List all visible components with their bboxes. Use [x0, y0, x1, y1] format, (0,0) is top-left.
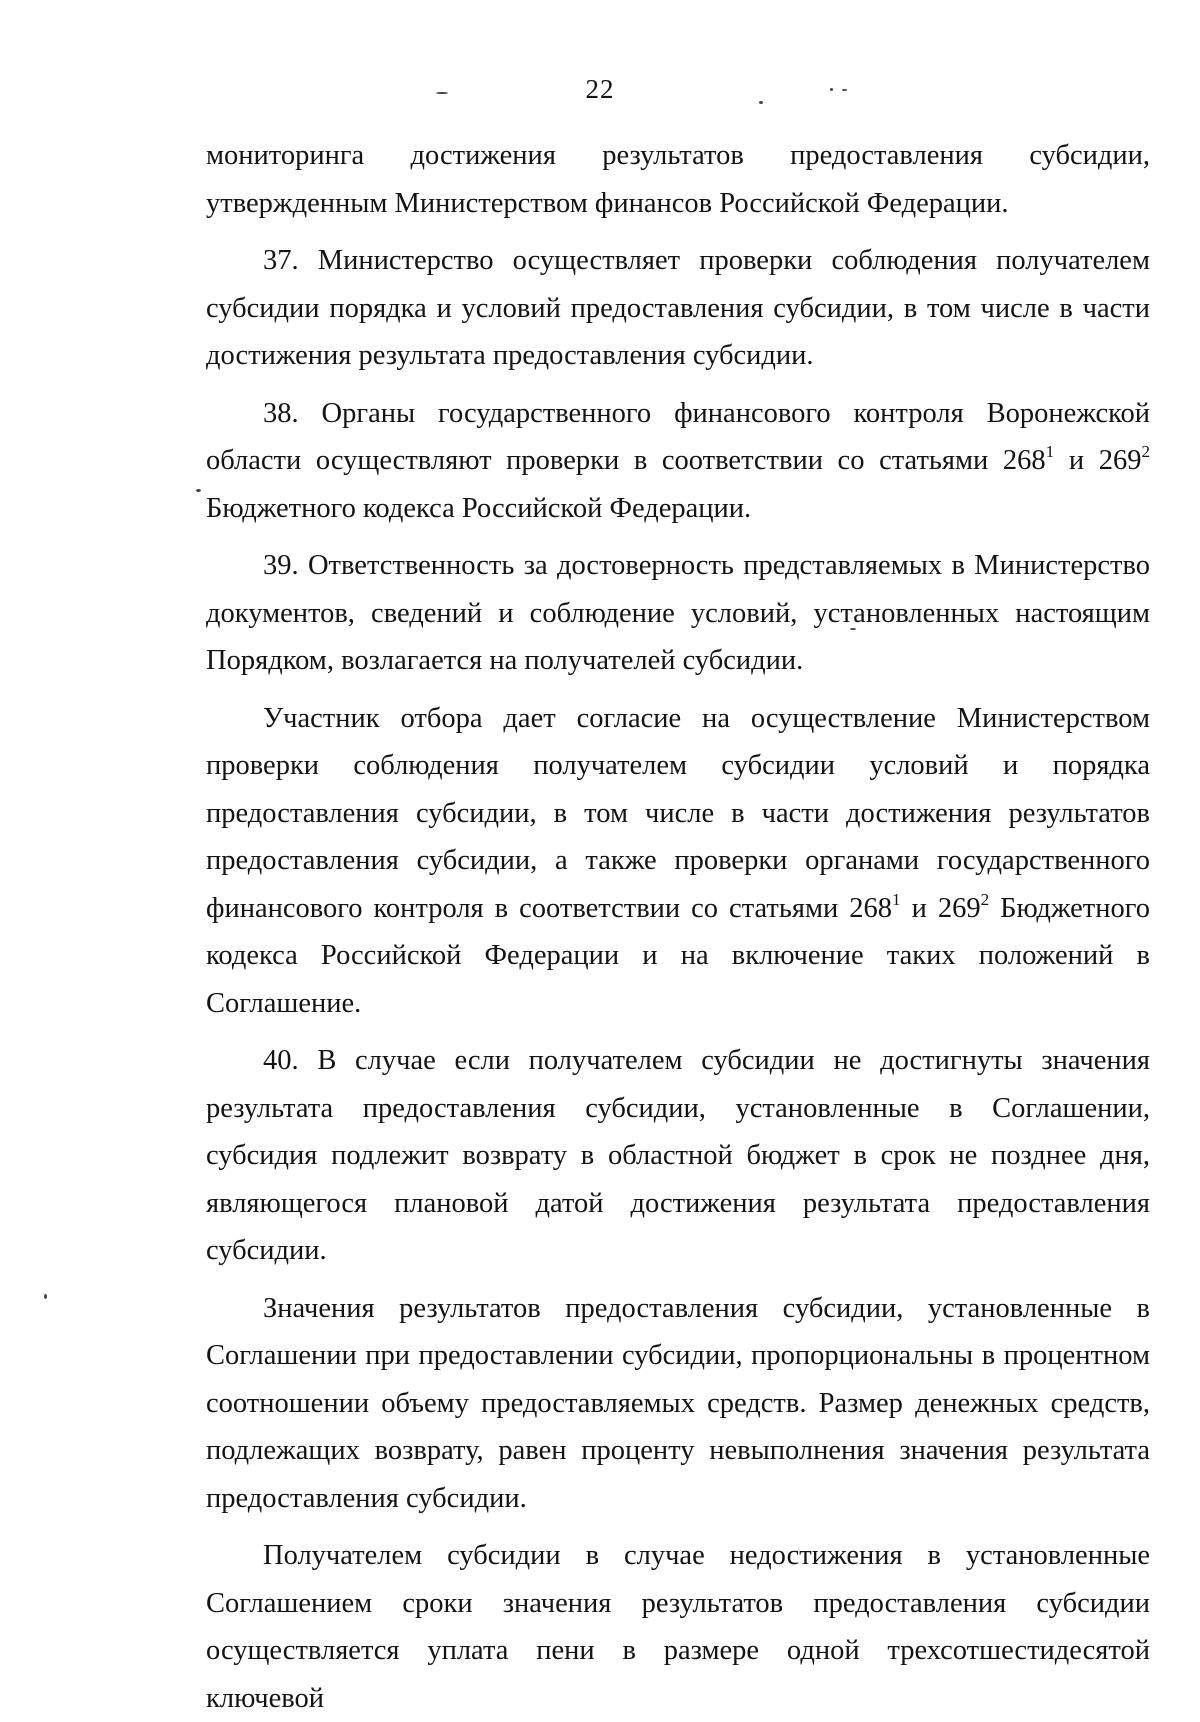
paragraph-40: 40. В случае если получателем субсидии не достигнуты значения результата предоставления субсидии, установленные в Соглашении, субсидия подлежит возврату в областной бюджет в срок не позднее дня, являющегося плановой датой достижения результата предоставления субсидии. [206, 1045, 1150, 1266]
superscript-1: 1 [892, 889, 901, 909]
paragraph-consent-part-2: и 269 [900, 892, 981, 924]
superscript-1: 1 [1045, 442, 1055, 462]
superscript-2: 2 [1141, 442, 1150, 462]
paragraph-38-part-1: 38. Органы государственного финансового контроля Воронежской области осуществляют проверки в соответствии со статьями 268 [206, 397, 1150, 476]
scan-speck [830, 88, 833, 91]
scan-speck [196, 489, 201, 492]
paragraph-consent-part-1: Участник отбора дает согласие на осуществление Министерством проверки соблюдения получателем субсидии условий и порядка предоставления субсидии, в том числе в части достижения результатов предоставления субсидии, а также проверки органами государственного финансового контроля в соответствии со статьями 268 [206, 702, 1150, 924]
paragraph-result-values: Значения результатов предоставления субсидии, установленные в Соглашении при предоставлении субсидии, пропорциональны в процентном соотношении объему предоставляемых средств. Размер денежных средств, подлежащих возврату, равен проценту невыполнения значения результата предоставления субсидии. [206, 1292, 1150, 1514]
scan-speck [842, 89, 847, 91]
paragraph-consent [206, 695, 1150, 1028]
paragraph-38-part-3: Бюджетного кодекса Российской Федерации. [206, 492, 752, 524]
paragraph-consent-part-3: Бюджетного кодекса Российской Федерации и на включение таких положений в Соглашение. [206, 892, 1150, 1019]
scan-speck [44, 1294, 47, 1299]
scan-speck [759, 101, 763, 104]
page-number: 22 [585, 74, 615, 104]
document-body [206, 132, 1150, 1722]
scan-speck [436, 92, 448, 94]
superscript-2: 2 [980, 889, 990, 909]
paragraph-continuation: мониторинга достижения результатов предоставления субсидии, утвержденным Министерством финансов Российской Федерации. [206, 140, 1150, 219]
paragraph-38 [206, 390, 1150, 533]
paragraph-37: 37. Министерство осуществляет проверки соблюдения получателем субсидии порядка и условий предоставления субсидии, в том числе в части достижения результата предоставления субсидии. [206, 245, 1150, 371]
paragraph-penalty: Получателем субсидии в случае недостижения в установленные Соглашением сроки значения результатов предоставления субсидии осуществляется уплата пени в размере одной трехсотшестидесятой ключевой [206, 1540, 1150, 1714]
paragraph-39: 39. Ответственность за достоверность представляемых в Министерство документов, сведений и соблюдение условий, установленных настоящим Порядком, возлагается на получателей субсидии. [206, 550, 1150, 676]
paragraph-38-part-2: и 269 [1054, 445, 1142, 476]
